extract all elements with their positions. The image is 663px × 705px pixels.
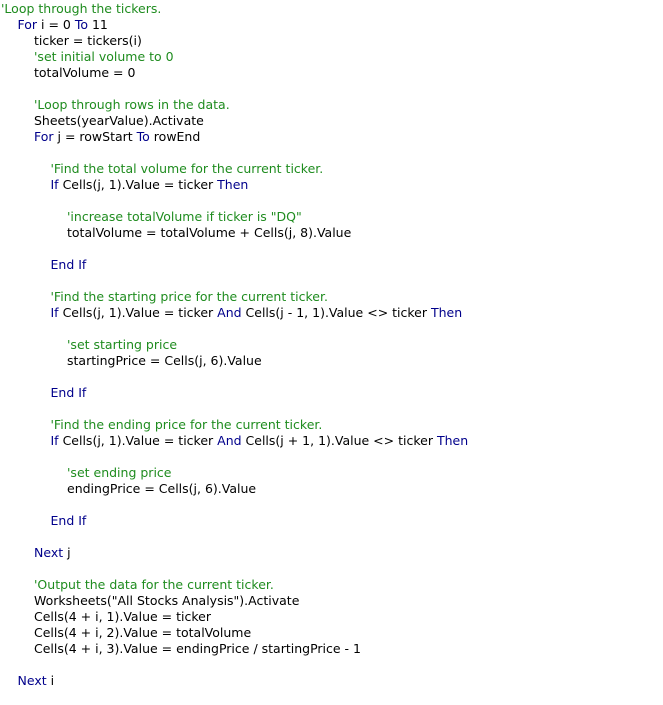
code-line: [67, 337, 177, 353]
code-line: [51, 417, 323, 433]
code-keyword: End If: [50, 513, 87, 528]
code-text: rowEnd: [149, 129, 201, 144]
code-comment: 'set starting price: [67, 337, 178, 352]
code-text: Cells(4 + i, 1).Value = ticker: [34, 609, 211, 624]
code-comment: 'Loop through rows in the data.: [34, 97, 230, 112]
code-line: [51, 385, 87, 401]
code-line: [34, 49, 174, 65]
code-line: [67, 225, 351, 241]
code-text: totalVolume = 0: [34, 65, 136, 80]
code-text: Sheets(yearValue).Activate: [34, 113, 204, 128]
code-comment: 'set ending price: [67, 465, 172, 480]
code-text: Cells(4 + i, 2).Value = totalVolume: [34, 625, 252, 640]
code-line: [34, 609, 211, 625]
code-line: [34, 593, 299, 609]
code-keyword: For: [34, 129, 54, 144]
code-line: [34, 97, 230, 113]
code-comment: 'Output the data for the current ticker.: [34, 577, 274, 592]
code-comment: 'Loop through the tickers.: [1, 1, 162, 16]
code-line: [51, 305, 463, 321]
code-text: j: [63, 545, 71, 560]
code-keyword: If: [50, 177, 59, 192]
code-line: [1, 1, 161, 17]
code-text: j = rowStart: [53, 129, 137, 144]
code-keyword: For: [17, 17, 38, 32]
code-text: Worksheets("All Stocks Analysis").Activate: [34, 593, 300, 608]
code-line: [34, 625, 251, 641]
code-text: Cells(j, 1).Value = ticker: [58, 177, 218, 192]
code-keyword: Then: [217, 177, 249, 192]
code-line: [51, 433, 469, 449]
code-keyword: If: [50, 433, 59, 448]
code-keyword: If: [50, 305, 59, 320]
code-comment: 'Find the ending price for the current ticker.: [50, 417, 323, 432]
code-text: endingPrice = Cells(j, 6).Value: [67, 481, 257, 496]
code-keyword: And: [217, 305, 242, 320]
code-line: [67, 481, 256, 497]
code-line: [51, 289, 328, 305]
code-line: [67, 353, 262, 369]
code-line: [18, 17, 108, 33]
code-line: [51, 161, 324, 177]
code-keyword: Next: [34, 545, 64, 560]
code-line: [34, 545, 71, 561]
code-comment: 'Find the starting price for the current ticker.: [50, 289, 328, 304]
code-keyword: Then: [431, 305, 463, 320]
code-keyword: End If: [50, 385, 87, 400]
code-comment: 'Find the total volume for the current ticker.: [50, 161, 324, 176]
code-text: i = 0: [37, 17, 75, 32]
code-comment: 'increase totalVolume if ticker is "DQ": [67, 209, 302, 224]
code-line: [67, 209, 302, 225]
code-text: startingPrice = Cells(j, 6).Value: [67, 353, 262, 368]
code-line: [34, 65, 135, 81]
code-line: [18, 673, 55, 689]
code-line: [34, 641, 361, 657]
code-keyword: To: [74, 17, 88, 32]
code-keyword: And: [217, 433, 242, 448]
code-keyword: Next: [17, 673, 47, 688]
code-line: [51, 257, 87, 273]
code-text: Cells(j - 1, 1).Value <> ticker: [241, 305, 431, 320]
code-line: [67, 465, 171, 481]
code-text: ticker = tickers(i): [34, 33, 142, 48]
code-keyword: To: [136, 129, 150, 144]
code-text: 11: [88, 17, 108, 32]
code-line: [51, 177, 249, 193]
code-text: Cells(j, 1).Value = ticker: [58, 433, 218, 448]
code-text: Cells(j + 1, 1).Value <> ticker: [241, 433, 437, 448]
code-keyword: Then: [436, 433, 469, 448]
code-line: [34, 113, 204, 129]
code-line: [34, 129, 200, 145]
code-text: Cells(4 + i, 3).Value = endingPrice / startingPrice - 1: [34, 641, 361, 656]
code-keyword: End If: [50, 257, 87, 272]
code-line: [34, 33, 142, 49]
code-line: [51, 513, 87, 529]
code-text: totalVolume = totalVolume + Cells(j, 8).Value: [67, 225, 352, 240]
code-comment: 'set initial volume to 0: [34, 49, 174, 64]
code-line: [34, 577, 274, 593]
code-text: Cells(j, 1).Value = ticker: [58, 305, 218, 320]
code-text: i: [46, 673, 55, 688]
